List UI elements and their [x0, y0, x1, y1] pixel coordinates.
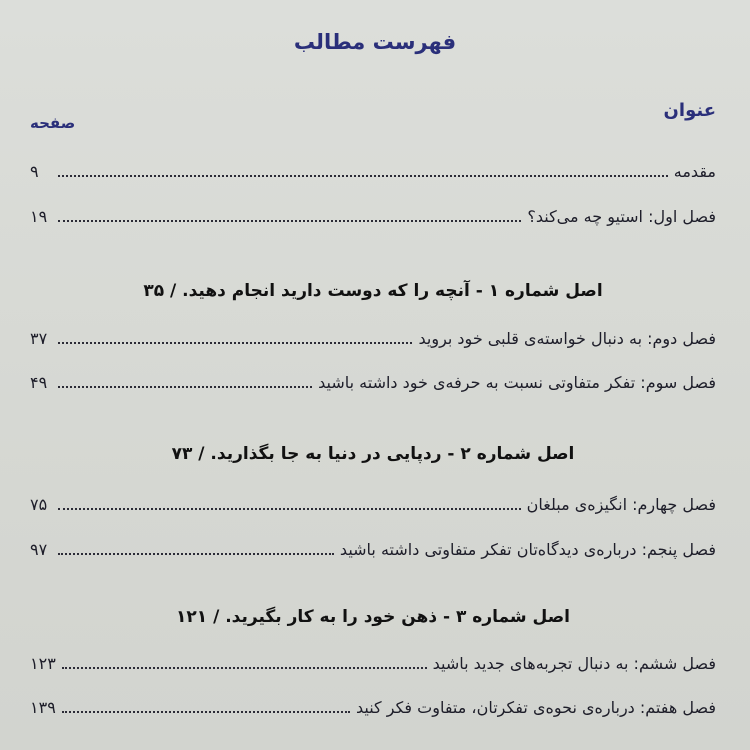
toc-entry-chapter-6: [30, 648, 716, 678]
dot-leader: [58, 508, 521, 510]
dot-leader: [58, 220, 521, 222]
section-heading-2: اصل شماره ۲ - ردپایی در دنیا به جا بگذارید. / ۷۳: [171, 444, 575, 464]
title-column-header: عنوان: [663, 100, 716, 121]
entry-page-number: ۳۷: [30, 328, 48, 348]
entry-page-number: ۱۳۹: [30, 697, 56, 717]
toc-entry-chapter-2: [30, 323, 716, 353]
entry-title: فصل ششم: به دنبال تجربه‌های جدید باشید: [432, 653, 716, 673]
entry-title: فصل دوم: به دنبال خواسته‌ی قلبی خود بروید: [418, 328, 716, 348]
entry-title: فصل چهارم: انگیزه‌ی مبلغان: [526, 494, 716, 514]
page-column-header: صفحه: [30, 114, 76, 132]
toc-entry-chapter-7: [30, 692, 716, 722]
page-title: فهرست مطالب: [293, 30, 457, 54]
toc-entry-chapter-5: [30, 534, 716, 564]
toc-entry-chapter-4: [30, 489, 716, 519]
dot-leader: [58, 342, 412, 344]
entry-title: فصل پنجم: درباره‌ی دیدگاه‌تان تفکر متفاوتی داشته باشید: [339, 539, 716, 559]
entry-page-number: ۹: [30, 161, 39, 181]
entry-page-number: ۹۷: [30, 539, 48, 559]
entry-title: فصل اول: استیو چه می‌کند؟: [527, 206, 716, 226]
dot-leader: [58, 175, 668, 177]
toc-entry-introduction: [30, 156, 716, 186]
section-heading-3: اصل شماره ۳ - ذهن خود را به کار بگیرید. / ۱۲۱: [176, 607, 570, 627]
entry-title: فصل هفتم: درباره‌ی نحوه‌ی تفکرتان، متفاوت فکر کنید: [356, 697, 716, 717]
entry-page-number: ۱۹: [30, 206, 48, 226]
dot-leader: [62, 667, 427, 669]
toc-entry-chapter-3: [30, 367, 716, 397]
section-heading-1: اصل شماره ۱ - آنچه را که دوست دارید انجام دهید. / ۳۵: [143, 281, 603, 301]
dot-leader: [62, 711, 350, 713]
entry-title: فصل سوم: تفکر متفاوتی نسبت به حرفه‌ی خود داشته باشید: [318, 372, 716, 392]
entry-page-number: ۱۲۳: [30, 653, 56, 673]
dot-leader: [58, 553, 334, 555]
dot-leader: [58, 386, 312, 388]
entry-page-number: ۷۵: [30, 494, 48, 514]
entry-page-number: ۴۹: [30, 372, 48, 392]
entry-title: مقدمه: [673, 161, 716, 181]
toc-entry-chapter-1: [30, 201, 716, 231]
